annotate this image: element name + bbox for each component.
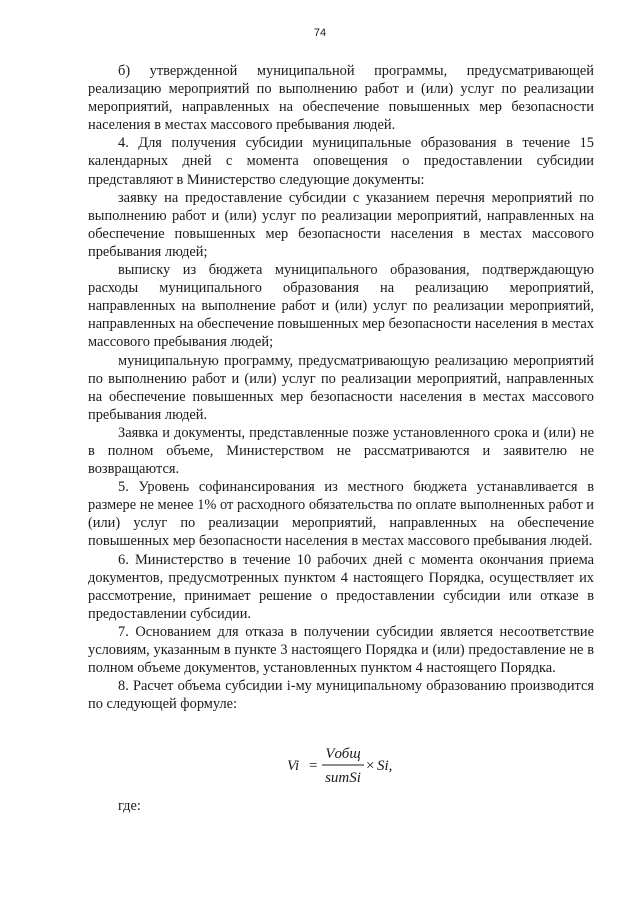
paragraph-6: 6. Министерство в течение 10 рабочих дней с момента окончания приема документов, предусмотренных пунктом 4 настоящего Порядка, осуществляет их рассмотрение, принимает решение о предоставлении субсидии или отказе в предоставлении субсидии. bbox=[88, 551, 594, 622]
paragraph-5: 5. Уровень софинансирования из местного бюджета устанавливается в размере не менее 1% от расходного обязательства по оплате выполненных работ и (или) услуг по реализации мероприятий, направленных на обеспечение повышенных мер безопасности населения в местах массового пребывания людей. bbox=[88, 479, 594, 550]
formula-graphic bbox=[0, 740, 640, 790]
paragraph-7: 7. Основанием для отказа в получении субсидии является несоответствие условиям, указанным в пункте 3 настоящего Порядка и (или) предоставление не в полном объеме документов, установленных пунктом 4 настоящего Порядка. bbox=[88, 623, 594, 677]
subsidy-formula bbox=[0, 740, 640, 790]
formula-equals: = bbox=[309, 758, 318, 774]
paragraph-b: б) утвержденной муниципальной программы, предусматривающей реализацию мероприятий по выполнению работ и (или) услуг по реализации мероприятий, направленных на обеспечение повышенных мер безопасности населения в местах массового пребывания людей. bbox=[88, 63, 594, 134]
formula-times: × bbox=[366, 758, 375, 774]
formula-rhs: Si, bbox=[377, 758, 393, 774]
where-label: где: bbox=[118, 798, 141, 814]
paragraph-application: заявку на предоставление субсидии с указанием перечня мероприятий по выполнению работ и (или) услуг по реализации мероприятий, направленных на обеспечение повышенных мер безопасности населения в местах массового пребывания людей; bbox=[88, 189, 594, 260]
document-body bbox=[88, 62, 594, 713]
paragraph-late-documents: Заявка и документы, представленные позже установленного срока и (или) не в полном объеме, Министерством не рассматриваются и заявителю не возвращаются. bbox=[88, 424, 594, 478]
paragraph-8: 8. Расчет объема субсидии i-му муниципальному образованию производится по следующей формуле: bbox=[88, 678, 594, 713]
formula-numerator: Vобщ bbox=[325, 746, 361, 762]
paragraph-municipal-program: муниципальную программу, предусматривающую реализацию мероприятий по выполнению работ и (или) услуг по реализации мероприятий, направленных на обеспечение повышенных мер безопасности населения в местах массового пребывания людей. bbox=[88, 352, 594, 423]
formula-lhs: Vi bbox=[287, 758, 300, 774]
paragraph-4: 4. Для получения субсидии муниципальные образования в течение 15 календарных дней с момента оповещения о предоставлении субсидии представляют в Министерство следующие документы: bbox=[88, 135, 594, 188]
paragraph-budget-extract: выписку из бюджета муниципального образования, подтверждающую расходы муниципального образования на реализацию мероприятий, направленных на выполнение работ и (или) услуг по реализации мероприятий, направленных на обеспечение повышенных мер безопасности населения в местах массового пребывания людей; bbox=[88, 262, 594, 351]
formula-denominator: sumSi bbox=[325, 770, 361, 786]
page-number: 74 bbox=[313, 27, 327, 39]
